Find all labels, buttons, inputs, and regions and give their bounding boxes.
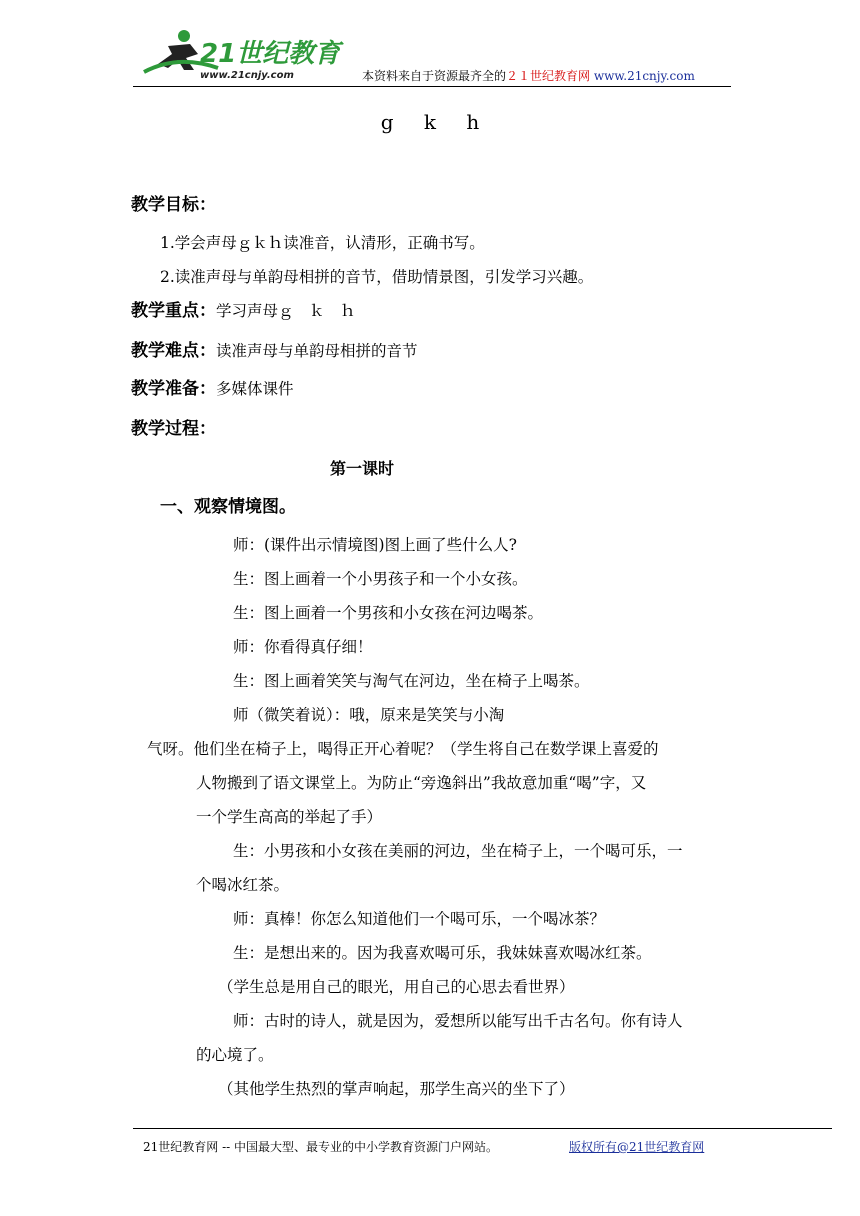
dialogue-line: 师：你看得真仔细！: [233, 638, 373, 656]
header-divider: [133, 86, 731, 87]
process-heading: 教学过程：: [131, 419, 216, 439]
dialogue-line: 师：(课件出示情境图)图上画了些什么人?: [233, 536, 517, 554]
logo-wordmark: 21世纪教育: [200, 39, 341, 69]
goals-heading: 教学目标：: [131, 195, 216, 215]
dialogue-line: 生：图上画着一个小男孩子和一个小女孩。: [233, 570, 528, 588]
header-note-prefix: 本资料来自于资源最齐全的: [362, 69, 507, 83]
header-note-url[interactable]: www.21cnjy.com: [593, 69, 695, 83]
header-note-brand: ２１世纪教育网: [506, 69, 591, 83]
dialogue-line: 生：图上画着一个男孩和小女孩在河边喝茶。: [233, 604, 544, 622]
prep-label: 教学准备：: [131, 379, 216, 399]
dialogue-line: 个喝冰红茶。: [196, 876, 290, 894]
dialogue-line: 气呀。他们坐在椅子上，喝得正开心着呢？（学生将自己在数学课上喜爱的: [147, 740, 659, 758]
dialogue-line: （学生总是用自己的眼光，用自己的心思去看世界）: [218, 978, 575, 996]
difficulty-label: 教学难点：: [131, 341, 216, 361]
site-logo: [138, 24, 358, 84]
dialogue-line: 的心境了。: [196, 1046, 274, 1064]
dialogue-line: （其他学生热烈的掌声响起，那学生高兴的坐下了）: [218, 1080, 575, 1098]
difficulty-text: 读准声母与单韵母相拼的音节: [216, 342, 418, 360]
lesson-title: 第一课时: [330, 459, 395, 478]
title-letter-g: g: [380, 110, 394, 134]
document-title: [0, 110, 860, 134]
title-letter-h: h: [466, 110, 480, 134]
dialogue-line: 生：图上画着笑笑与淘气在河边，坐在椅子上喝茶。: [233, 672, 590, 690]
dialogue-line: 一个学生高高的举起了手）: [196, 808, 383, 826]
dialogue-line: 生：是想出来的。因为我喜欢喝可乐，我妹妹喜欢喝冰红茶。: [233, 944, 652, 962]
footer-divider: [133, 1128, 832, 1129]
dialogue-line: 师：古时的诗人，就是因为，爱想所以能写出千古名句。你有诗人: [233, 1012, 683, 1030]
footer-copyright-link[interactable]: 版权所有@21世纪教育网: [569, 1140, 705, 1154]
key-point-row: [131, 300, 356, 322]
title-letter-k: k: [423, 110, 437, 134]
footer-note: 21世纪教育网 -- 中国最大型、最专业的中小学教育资源门户网站。: [143, 1140, 499, 1154]
goal-2: 2.读准声母与单韵母相拼的音节，借助情景图，引发学习兴趣。: [160, 268, 594, 286]
dialogue-line: 人物搬到了语文课堂上。为防止“旁逸斜出”我故意加重“喝”字，又: [196, 774, 647, 792]
prep-text: 多媒体课件: [216, 380, 294, 398]
goal-1: 1.学会声母ｇｋｈ读准音，认清形，正确书写。: [160, 234, 485, 252]
dialogue-line: 师（微笑着说）：哦，原来是笑笑与小淘: [233, 706, 505, 724]
logo-url: www.21cnjy.com: [200, 70, 294, 81]
key-point-label: 教学重点：: [131, 301, 216, 321]
part1-title: 一、观察情境图。: [160, 497, 296, 517]
dialogue-line: 生：小男孩和小女孩在美丽的河边，坐在椅子上，一个喝可乐，一: [233, 842, 683, 860]
header-note: [362, 68, 695, 84]
dialogue-line: 师：真棒！你怎么知道他们一个喝可乐，一个喝冰茶？: [233, 910, 606, 928]
difficulty-row: [131, 340, 418, 362]
prep-row: [131, 378, 294, 400]
key-point-text: 学习声母ｇ ｋ ｈ: [216, 302, 356, 320]
